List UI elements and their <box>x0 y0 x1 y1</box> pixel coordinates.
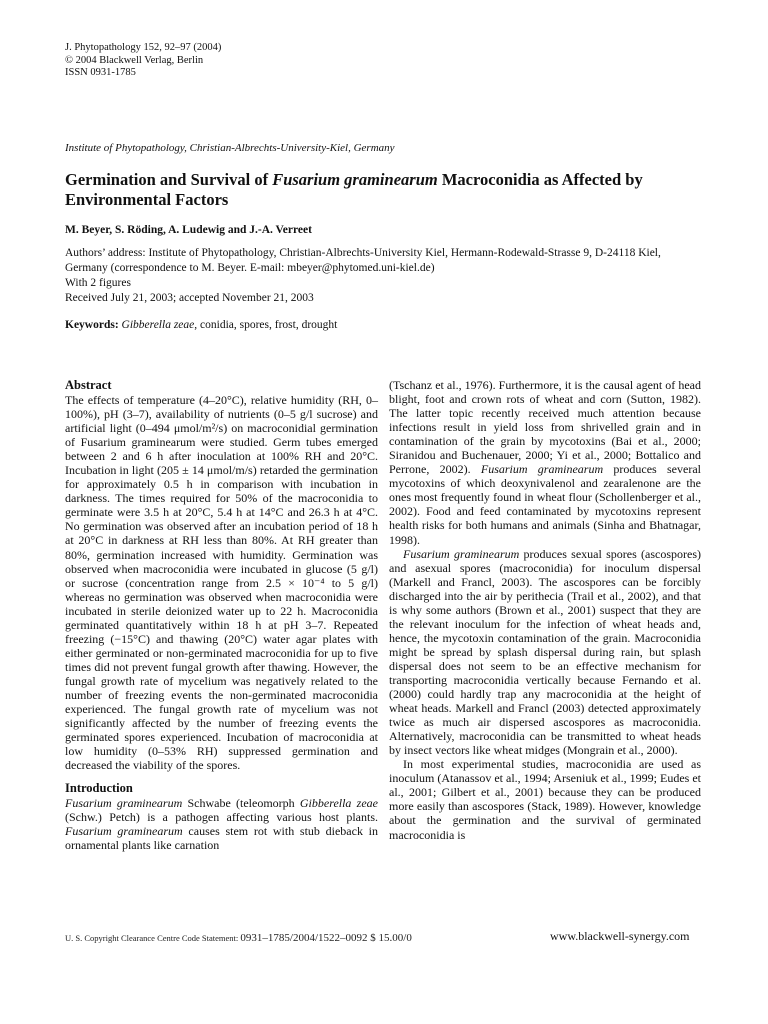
right-p1-text-a: (Tschanz et al., 1976). Furthermore, it is the causal agent of head blight, foot and crown rots of wheat and corn (Sutton, 1982). The latter topic recently received much attention because infections result in yield loss from shrivelled grain and in contamination of the grain by mycotoxins (Bai et al., 2000; Siranidou and Buchenauer, 2000; Yi et al., 2000; Bottalico and Perrone, 2002). <box>389 378 701 477</box>
right-p1-species: Fusarium graminearum <box>480 462 604 477</box>
abstract-text: The effects of temperature (4–20°C), relative humidity (RH, 0–100%), pH (3–7), availability of nutrients (0–5 g/l sucrose) and artificial light (0–494 μmol/m²/s) on macroconidial germination of Fusarium graminearum were studied. Germ tubes emerged between 2 and 6 h after inoculation at 100% RH and 20°C. Incubation in light (205 ± 14 μmol/m/s) retarded the germination for approximately 0.5 h in comparison with incubation in darkness. The times required for 50% of the macroconidia to germinate were 3.5 h at 20°C, 5.4 h at 14°C and 26.3 h at 4°C. No germination was observed after an incubation period of 18 h at 20°C in darkness at RH less than 80%. At RH greater than 80%, germination increased with humidity. Germination was observed when macroconidia were incubated in glucose (5 g/l) or sucrose (concentration range from 2.5 × 10⁻⁴ to 5 g/l) whereas no germination was observed when macroconidia were incubated in sterile deionized water up to 22 h. Macroconidia germinated quantitatively within 18 h at pH 3–7. Repeated freezing (−15°C) and thawing (20°C) water agar plates with either germinated or non-germinated macroconidia for up to five times did not prevent fungal growth after thawing. However, the fungal growth rate of mycelium was negatively related to the number of freezing events the non-germinated macroconidia experienced. The fungal growth rate of mycelium was not significantly affected by the number of freezing events the germinated spores experienced. Incubation of macroconidia at low humidity (0–53% RH) suppressed germination and decreased the viability of the spores. <box>65 393 378 773</box>
right-p2-text: produces sexual spores (ascospores) and asexual spores (macroconidia) for inoculum dispersal (Markell and Francl, 2003). The ascospores can be forcibly discharged into the air by perithecia (Trail et al., 2002), and that is why some authors (Brown et al., 2001) suspect that they are the relevant inoculum for the infection of wheat heads and, hence, the mycotoxin contamination of the grain. Macroconidia might be spread by splash dispersal during rain, but splash dispersal does not seem to be an effective mechanism for transporting macroconidia vertically because Fernando et al. (2000) could hardly trap any macroconidia at the height of wheat heads. Markell and Francl (2003) detected approximately twice as much air dispersed ascospores as macroconidia. Alternatively, macroconidia can be transmitted to wheat heads by insect vectors like wheat midges (Mongrain et al., 2000). <box>389 546 701 758</box>
issn-line: ISSN 0931-1785 <box>65 67 136 78</box>
received-dates: Received July 21, 2003; accepted November 21, 2003 <box>65 292 314 304</box>
intro-teleomorph: Gibberella zeae <box>299 796 378 811</box>
intro-species: Fusarium graminearum <box>65 796 183 811</box>
paper-title <box>65 170 705 210</box>
keywords-line <box>65 319 337 331</box>
title-part-2: Macroconidia as Affected by Environmental Factors <box>65 170 643 209</box>
journal-citation: J. Phytopathology 152, 92–97 (2004) <box>65 42 222 53</box>
title-part-1: Germination and Survival of <box>65 170 273 189</box>
copyright-line: © 2004 Blackwell Verlag, Berlin <box>65 54 204 66</box>
title-species: Fusarium graminearum <box>272 170 438 189</box>
publisher-url[interactable]: www.blackwell-synergy.com <box>550 929 690 943</box>
copyright-code: 0931–1785/2004/1522–0092 $ 15.00/0 <box>240 932 412 944</box>
right-paragraph-1 <box>389 378 701 547</box>
copyright-statement <box>65 932 412 944</box>
keywords-label: Keywords: <box>65 319 119 331</box>
intro-text-a: Schwabe (teleomorph <box>182 796 300 811</box>
journal-header <box>65 42 221 80</box>
intro-species-2: Fusarium graminearum <box>65 824 183 839</box>
intro-text-b: (Schw.) Petch) is a pathogen affecting various host plants. <box>65 810 378 825</box>
abstract-heading: Abstract <box>65 378 112 392</box>
figure-count: With 2 figures <box>65 277 131 289</box>
right-p2-species: Fusarium graminearum <box>403 546 520 561</box>
intro-text-c: causes stem rot with stub dieback in ornamental plants like carnation <box>65 824 378 853</box>
keywords-rest: , conidia, spores, frost, drought <box>194 319 338 331</box>
right-paragraph-2 <box>389 547 701 758</box>
right-column <box>389 378 701 842</box>
right-p1-text-b: produces several mycotoxins of which deoxynivalenol and zearalenone are the ones most frequently found in wheat flour (Schollenberger et al., 2002). Food and feed contaminated by mycotoxins represent health risks for both humans and animals (Sinha and Bhatnagar, 1998). <box>389 462 701 547</box>
introduction-paragraph <box>65 796 378 852</box>
introduction-heading: Introduction <box>65 781 133 796</box>
right-paragraph-3: In most experimental studies, macroconidia are used as inoculum (Atanassov et al., 1994; Arseniuk et al., 1999; Eudes et al., 2001; Gilbert et al., 2001) because they can be produced more easily than ascospores (Stack, 1989). However, knowledge about the germination and the survival of germinated macroconidia is <box>389 757 701 842</box>
institute-line: Institute of Phytopathology, Christian-Albrechts-University-Kiel, Germany <box>65 142 395 154</box>
keyword-italic: Gibberella zeae <box>121 319 195 331</box>
author-list: M. Beyer, S. Röding, A. Ludewig and J.-A. Verreet <box>65 224 312 236</box>
copyright-statement-label: U. S. Copyright Clearance Centre Code Statement: <box>65 933 239 943</box>
left-column <box>65 378 378 852</box>
author-address: Authors’ address: Institute of Phytopathology, Christian-Albrechts-University Kiel, Hermann-Rodewald-Strasse 9, D-24118 Kiel, Germany (correspondence to M. Beyer. E-mail: mbeyer@phytomed.uni-kiel.de) <box>65 247 661 274</box>
